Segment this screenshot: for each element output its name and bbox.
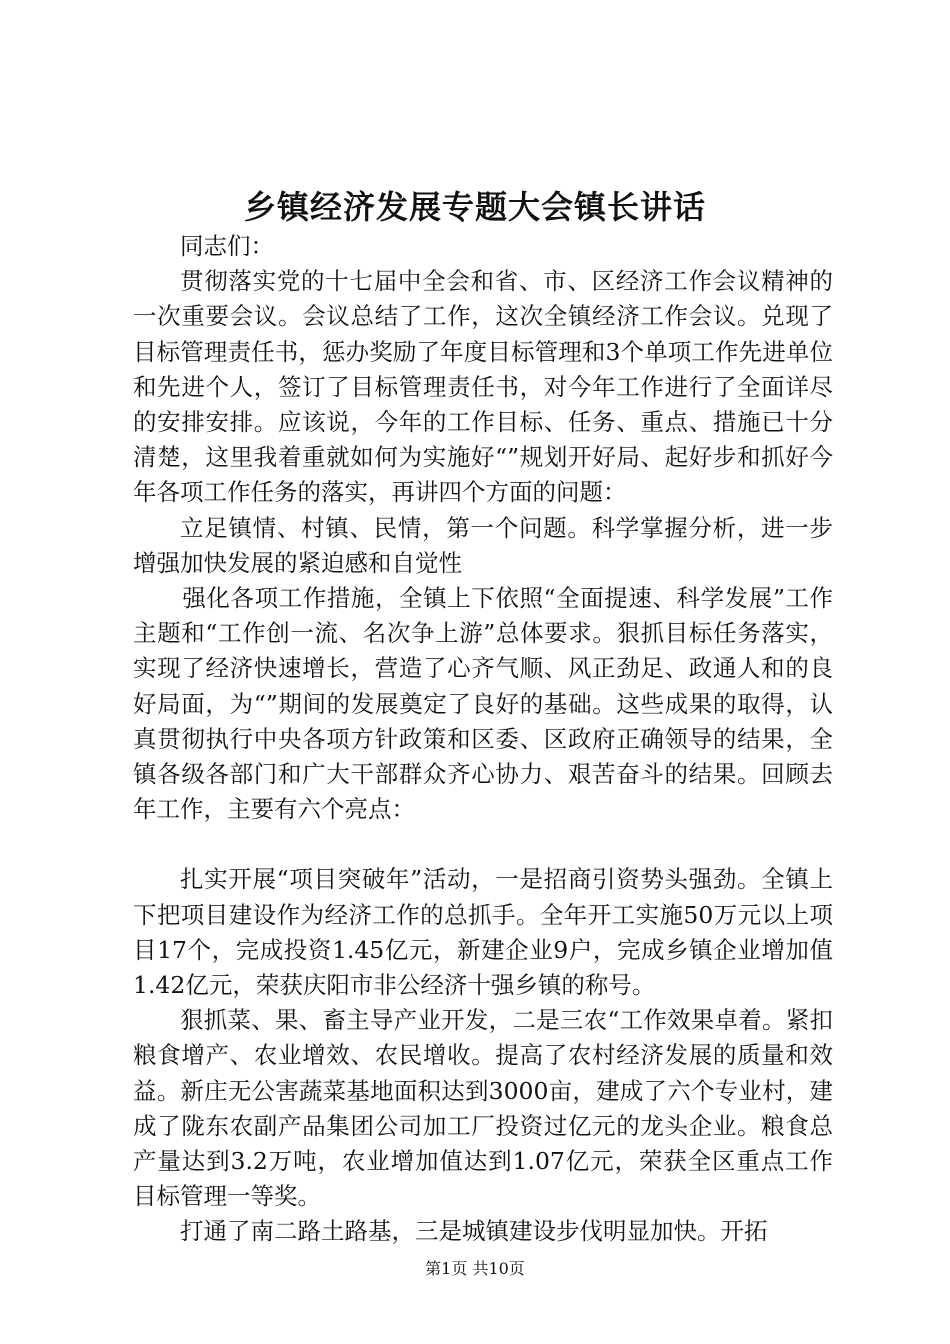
page-number: 第1页 共10页	[425, 1259, 525, 1278]
paragraph: 贯彻落实党的十七届中全会和省、市、区经济工作会议精神的一次重要会议。会议总结了工作，这次全镇经济工作会议。兑现了目标管理责任书，惩办奖励了年度目标管理和3个单项工作先进单位和先进个人，签订了目标管理责任书，对今年工作进行了全面详尽的安排安排。应该说，今年的工作目标、任务、重点、措施已十分清楚，这里我着重就如何为实施好“”规划开好局、起好步和抓好今年各项工作任务的落实，再讲四个方面的问题：	[133, 267, 833, 507]
salutation: 同志们：	[180, 232, 274, 260]
paragraph: 强化各项工作措施，全镇上下依照“全面提速、科学发展”工作主题和“工作创一流、名次争上游”总体要求。狠抓目标任务落实，实现了经济快速增长，营造了心齐气顺、风正劲足、政通人和的良好局面，为“”期间的发展奠定了良好的基础。这些成果的取得，认真贯彻执行中央各项方针政策和区委、区政府正确领导的结果，全镇各级各部门和广大干部群众齐心协力、艰苦奋斗的结果。回顾去年工作，主要有六个亮点：	[133, 584, 833, 824]
paragraph: 狠抓菜、果、畜主导产业开发，二是三农“工作效果卓着。紧扣粮食增产、农业增效、农民增收。提高了农村经济发展的质量和效益。新庄无公害蔬菜基地面积达到3000亩，建成了六个专业村，建成了陇东农副产品集团公司加工厂投资过亿元的龙头企业。粮食总产量达到3.2万吨，农业增加值达到1.07亿元，荣获全区重点工作目标管理一等奖。	[133, 1006, 833, 1211]
page-footer	[0, 1258, 950, 1280]
document-body	[133, 229, 833, 1250]
paragraph: 扎实开展“项目突破年”活动，一是招商引资势头强劲。全镇上下把项目建设作为经济工作的总抓手。全年开工实施50万元以上项目17个，完成投资1.45亿元，新建企业9户，完成乡镇企业增加值1.42亿元，荣获庆阳市非公经济十强乡镇的称号。	[133, 865, 833, 1000]
document-title: 乡镇经济发展专题大会镇长讲话	[243, 188, 706, 226]
paragraph: 打通了南二路土路基，三是城镇建设步伐明显加快。开拓	[180, 1217, 768, 1246]
paragraph: 立足镇情、村镇、民情，第一个问题。科学掌握分析，进一步增强加快发展的紧迫感和自觉性	[133, 513, 833, 577]
